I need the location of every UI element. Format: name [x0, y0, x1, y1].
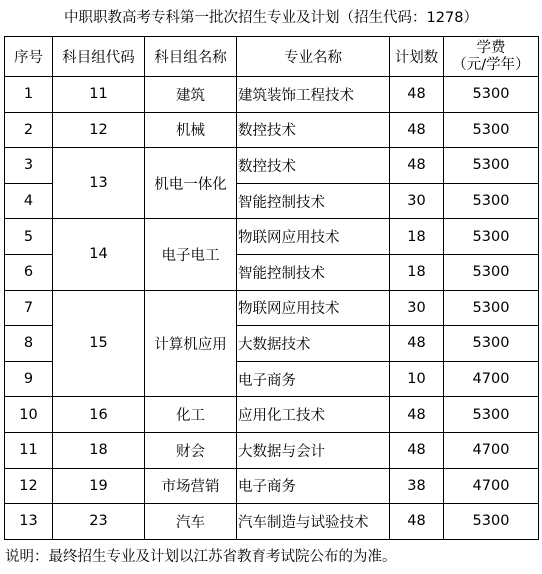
cell-group-code: 14	[53, 219, 145, 290]
cell-group-name: 机械	[145, 112, 237, 148]
table-row	[5, 219, 539, 255]
cell-major: 电子商务	[237, 361, 390, 397]
cell-major: 数控技术	[237, 148, 390, 184]
cell-fee: 4700	[444, 361, 539, 397]
cell-group-name: 汽车	[145, 504, 237, 540]
cell-plan: 30	[390, 183, 444, 219]
table-row	[5, 112, 539, 148]
cell-seq: 7	[5, 290, 53, 326]
cell-major: 大数据与会计	[237, 432, 390, 468]
cell-plan: 48	[390, 112, 444, 148]
cell-major: 数控技术	[237, 112, 390, 148]
cell-group-code: 13	[53, 148, 145, 219]
cell-fee: 5300	[444, 183, 539, 219]
cell-plan: 18	[390, 254, 444, 290]
cell-seq: 9	[5, 361, 53, 397]
cell-plan: 48	[390, 326, 444, 362]
cell-group-name: 建筑	[145, 77, 237, 113]
cell-fee: 4700	[444, 468, 539, 504]
cell-fee: 5300	[444, 290, 539, 326]
cell-fee: 5300	[444, 112, 539, 148]
cell-seq: 8	[5, 326, 53, 362]
table-row	[5, 290, 539, 326]
cell-group-code: 12	[53, 112, 145, 148]
cell-fee: 5300	[444, 504, 539, 540]
header-fee-line2: （元/学年）	[452, 56, 530, 73]
cell-group-name: 财会	[145, 432, 237, 468]
cell-seq: 6	[5, 254, 53, 290]
cell-group-code: 11	[53, 77, 145, 113]
cell-fee: 5300	[444, 397, 539, 433]
cell-group-code: 19	[53, 468, 145, 504]
table-row	[5, 504, 539, 540]
cell-plan: 10	[390, 361, 444, 397]
cell-plan: 30	[390, 290, 444, 326]
cell-fee: 5300	[444, 326, 539, 362]
cell-major: 智能控制技术	[237, 254, 390, 290]
admissions-plan-table	[4, 36, 539, 540]
cell-plan: 18	[390, 219, 444, 255]
table-row	[5, 432, 539, 468]
cell-fee: 5300	[444, 219, 539, 255]
cell-group-name: 机电一体化	[145, 148, 237, 219]
table-header-row	[5, 37, 539, 77]
cell-seq: 5	[5, 219, 53, 255]
cell-major: 大数据技术	[237, 326, 390, 362]
cell-seq: 11	[5, 432, 53, 468]
table-row	[5, 468, 539, 504]
cell-group-code: 23	[53, 504, 145, 540]
cell-group-code: 15	[53, 290, 145, 397]
cell-seq: 12	[5, 468, 53, 504]
footnote: 说明：最终招生专业及计划以江苏省教育考试院公布的为准。	[5, 549, 397, 565]
table-row	[5, 148, 539, 184]
cell-fee: 5300	[444, 254, 539, 290]
cell-plan: 38	[390, 468, 444, 504]
cell-major: 应用化工技术	[237, 397, 390, 433]
header-plan: 计划数	[390, 37, 444, 77]
table-row	[5, 397, 539, 433]
cell-plan: 48	[390, 148, 444, 184]
header-group-code: 科目组代码	[53, 37, 145, 77]
cell-seq: 3	[5, 148, 53, 184]
cell-major: 汽车制造与试验技术	[237, 504, 390, 540]
header-fee-line1: 学费	[476, 39, 506, 56]
table-row	[5, 77, 539, 113]
document-title: 中职职教高考专科第一批次招生专业及计划（招生代码：1278）	[64, 10, 478, 26]
cell-group-name: 市场营销	[145, 468, 237, 504]
cell-group-name: 化工	[145, 397, 237, 433]
cell-fee: 5300	[444, 77, 539, 113]
cell-fee: 5300	[444, 148, 539, 184]
cell-plan: 48	[390, 432, 444, 468]
cell-seq: 2	[5, 112, 53, 148]
cell-seq: 10	[5, 397, 53, 433]
cell-seq: 4	[5, 183, 53, 219]
cell-seq: 13	[5, 504, 53, 540]
cell-plan: 48	[390, 77, 444, 113]
cell-plan: 48	[390, 504, 444, 540]
cell-group-name: 电子电工	[145, 219, 237, 290]
header-fee	[444, 37, 539, 77]
cell-major: 建筑装饰工程技术	[237, 77, 390, 113]
header-major: 专业名称	[237, 37, 390, 77]
cell-major: 物联网应用技术	[237, 290, 390, 326]
cell-major: 物联网应用技术	[237, 219, 390, 255]
header-seq: 序号	[5, 37, 53, 77]
cell-major: 智能控制技术	[237, 183, 390, 219]
cell-group-code: 18	[53, 432, 145, 468]
cell-group-name: 计算机应用	[145, 290, 237, 397]
cell-group-code: 16	[53, 397, 145, 433]
cell-fee: 4700	[444, 432, 539, 468]
cell-major: 电子商务	[237, 468, 390, 504]
cell-plan: 48	[390, 397, 444, 433]
cell-seq: 1	[5, 77, 53, 113]
header-group-name: 科目组名称	[145, 37, 237, 77]
